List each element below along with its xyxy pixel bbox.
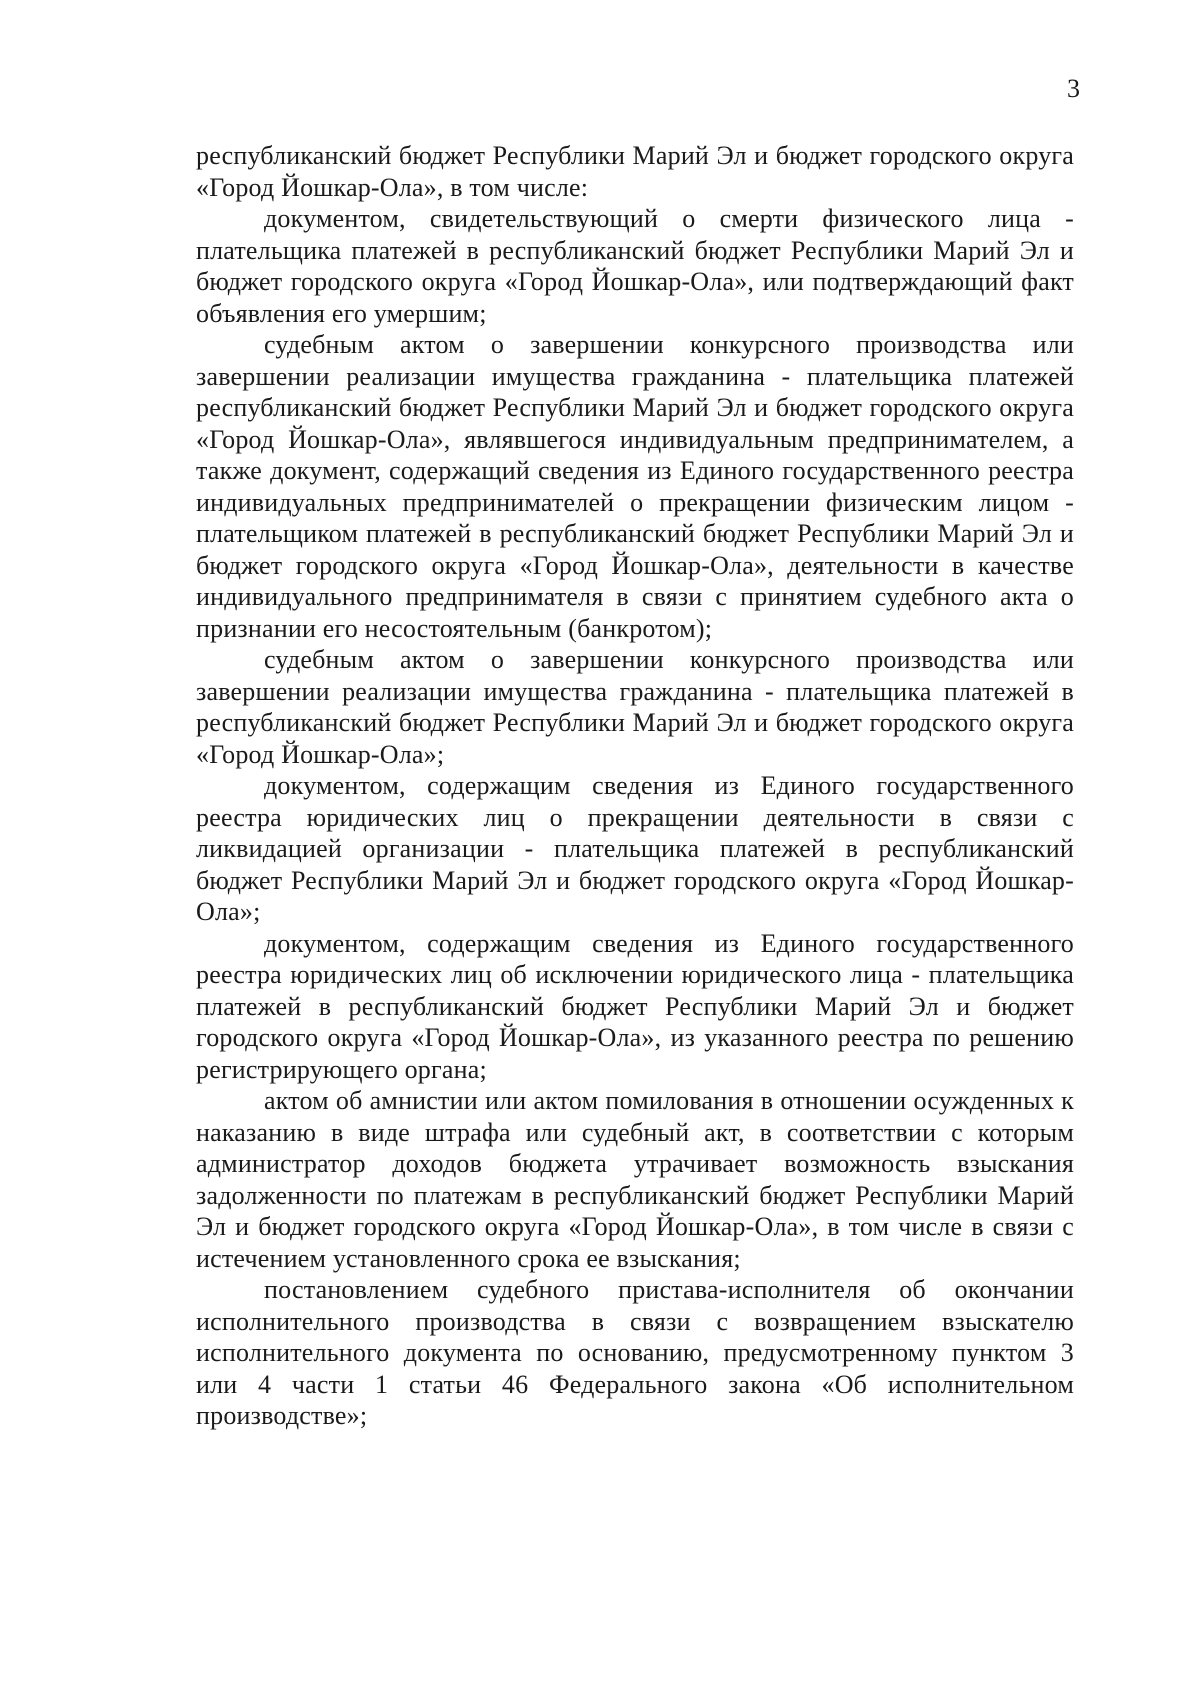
page-number: 3 bbox=[1067, 74, 1080, 103]
document-body bbox=[196, 140, 1074, 1432]
paragraph-continuation: республиканский бюджет Республики Марий Эл и бюджет городского округа «Город Йошкар-Ола», в том числе: bbox=[196, 141, 1074, 202]
paragraph-exclusion: документом, содержащим сведения из Единого государственного реестра юридических лиц об исключении юридического лица - плательщика платежей в республиканский бюджет Республики Марий Эл и бюджет городского округа «Город Йошкар-Ола», из указанного реестра по решению регистрирующего органа; bbox=[196, 928, 1074, 1084]
paragraph-bankruptcy-citizen: судебным актом о завершении конкурсного производства или завершении реализации имущества гражданина - плательщика платежей в республиканский бюджет Республики Марий Эл и бюджет городского округа «Город Йошкар-Ола»; bbox=[196, 645, 1074, 769]
paragraph-liquidation: документом, содержащим сведения из Единого государственного реестра юридических лиц о прекращении деятельности в связи с ликвидацией организации - плательщика платежей в республиканский бюджет Республики Марий Эл и бюджет городского округа «Город Йошкар-Ола»; bbox=[196, 771, 1074, 926]
paragraph-bankruptcy-entrepreneur: судебным актом о завершении конкурсного производства или завершении реализации имущества гражданина - плательщика платежей республиканский бюджет Республики Марий Эл и бюджет городского округа «Город Йошкар-Ола», являвшегося индивидуальным предпринимателем, а также документ, содержащий сведения из Единого государственного реестра индивидуальных предпринимателей о прекращении физическим лицом - плательщиком платежей в республиканский бюджет Республики Марий Эл и бюджет городского округа «Город Йошкар-Ола», деятельности в качестве индивидуального предпринимателя в связи с принятием судебного акта о признании его несостоятельным (банкротом); bbox=[196, 330, 1074, 643]
paragraph-death-document: документом, свидетельствующий о смерти физического лица - плательщика платежей в республиканский бюджет Республики Марий Эл и бюджет городского округа «Город Йошкар-Ола», или подтверждающий факт объявления его умершим; bbox=[196, 204, 1074, 328]
paragraph-bailiff-resolution: постановлением судебного пристава-исполнителя об окончании исполнительного производства в связи с возвращением взыскателю исполнительного документа по основанию, предусмотренному пунктом 3 или 4 части 1 статьи 46 Федерального закона «Об исполнительном производстве»; bbox=[196, 1275, 1074, 1430]
paragraph-amnesty: актом об амнистии или актом помилования в отношении осужденных к наказанию в виде штрафа или судебный акт, в соответствии с которым администратор доходов бюджета утрачивает возможность взыскания задолженности по платежам в республиканский бюджет Республики Марий Эл и бюджет городского округа «Город Йошкар-Ола», в том числе в связи с истечением установленного срока ее взыскания; bbox=[196, 1086, 1074, 1273]
